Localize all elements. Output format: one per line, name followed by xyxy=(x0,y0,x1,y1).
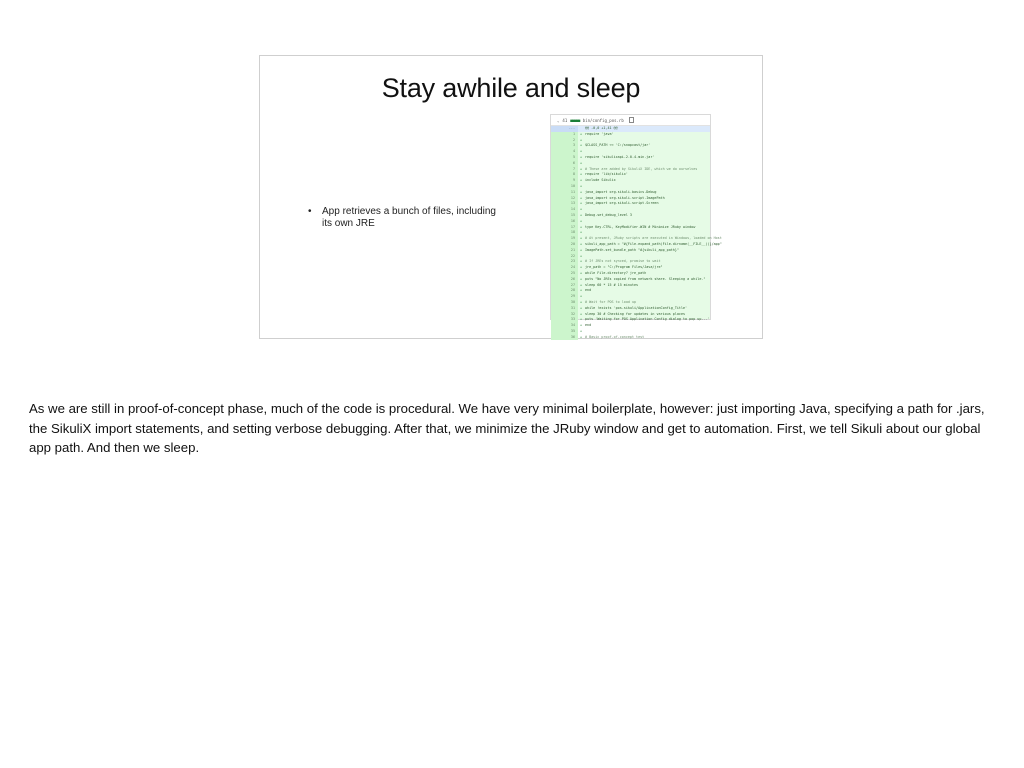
code-text: # Wait for POS to load up xyxy=(585,299,637,304)
added-sign: + xyxy=(580,172,583,177)
chevron-down-icon: ⌄ xyxy=(557,117,560,123)
line-number: 22 xyxy=(551,254,578,260)
added-sign: + xyxy=(580,131,583,136)
code-text: # These are added by SikuliX IDE, which we do ourselves xyxy=(585,166,698,171)
added-sign: + xyxy=(580,143,583,148)
diffstat-bars: ■■■■■ xyxy=(570,117,580,123)
code-diff-screenshot xyxy=(550,114,722,339)
line-number: 20 xyxy=(551,242,578,248)
line-number: 5 xyxy=(551,155,578,161)
code-text: java_import org.sikuli.script.Screen xyxy=(585,201,659,206)
line-number: 16 xyxy=(551,219,578,225)
added-sign: + xyxy=(580,189,583,194)
code-text: java_import org.sikuli.script.ImagePath xyxy=(585,195,665,200)
added-sign: + xyxy=(580,224,583,229)
added-sign: + xyxy=(580,178,583,183)
line-number: 35 xyxy=(551,329,578,335)
line-number: 27 xyxy=(551,283,578,289)
code-text: # If JREs not synced, promise to wait xyxy=(585,259,661,264)
added-sign: + xyxy=(580,236,583,241)
line-number: 21 xyxy=(551,248,578,254)
line-number: 18 xyxy=(551,230,578,236)
added-sign: + xyxy=(580,207,583,212)
line-number: 28 xyxy=(551,288,578,294)
added-sign: + xyxy=(580,253,583,258)
code-text: # Basic proof-of-concept test xyxy=(585,334,645,339)
speaker-notes: As we are still in proof-of-concept phase, much of the code is procedural. We have very minimal boilerplate, however: just importing Java, specifying a path for .jars, the SikuliX import statements, and setting verbose debugging. After that, we minimize the JRuby window and get to automation. First, we tell Sikuli about our global app path. And then we sleep. xyxy=(29,401,985,455)
added-sign: + xyxy=(580,230,583,235)
added-sign: + xyxy=(580,265,583,270)
added-sign: + xyxy=(580,299,583,304)
line-number: 36 xyxy=(551,335,578,341)
code-text: while File.directory? jre_path xyxy=(585,270,647,275)
code-text: sleep 60 * 15 # 15 minutes xyxy=(585,282,639,287)
hunk-text: @@ -0,0 +1,41 @@ xyxy=(585,126,618,130)
line-number: 13 xyxy=(551,201,578,207)
line-number: 10 xyxy=(551,184,578,190)
added-sign: + xyxy=(580,311,583,316)
added-sign: + xyxy=(580,201,583,206)
line-number: 15 xyxy=(551,213,578,219)
added-sign: + xyxy=(580,328,583,333)
line-number: 14 xyxy=(551,207,578,213)
code-text: end xyxy=(585,288,592,293)
code-text: $CLASS_PATH << 'C:/snapcast/jar' xyxy=(585,143,651,148)
diff-line-count: 41 xyxy=(562,117,568,123)
added-sign: + xyxy=(580,247,583,252)
added-sign: + xyxy=(580,276,583,281)
slide-card xyxy=(259,55,763,339)
code-text: require 'sikulixapi-2.0.4-min.jar' xyxy=(585,154,655,159)
line-number: 30 xyxy=(551,300,578,306)
added-sign: + xyxy=(580,282,583,287)
added-sign: + xyxy=(580,212,583,217)
code-text: # At present, JRuby scripts are executed in Windows, loaded on Host xyxy=(585,236,722,241)
line-number: 4 xyxy=(551,149,578,155)
added-sign: + xyxy=(580,288,583,293)
added-sign: + xyxy=(580,305,583,310)
diff-code-line xyxy=(551,335,710,341)
line-number: 29 xyxy=(551,294,578,300)
bullet-dot: • xyxy=(308,206,312,217)
code-text: sleep 30 # Checking for updates in various places xyxy=(585,311,686,316)
code-text: puts "No JREs copied from network share. Sleeping a while." xyxy=(585,276,706,281)
added-sign: + xyxy=(580,259,583,264)
bullet-list xyxy=(308,206,508,229)
code-text: java_import org.sikuli.basics.Debug xyxy=(585,189,657,194)
copy-icon xyxy=(629,117,634,123)
line-number: 8 xyxy=(551,172,578,178)
added-sign: + xyxy=(580,270,583,275)
added-sign: + xyxy=(580,317,583,322)
added-sign: + xyxy=(580,334,583,339)
line-number: 34 xyxy=(551,323,578,329)
line-number: 7 xyxy=(551,167,578,173)
code-text: end xyxy=(585,323,592,328)
bullet-item xyxy=(308,206,508,229)
line-number: 17 xyxy=(551,225,578,231)
added-sign: + xyxy=(580,137,583,142)
line-number: 2 xyxy=(551,138,578,144)
code-text: type Key.CTRL, KeyModifier.WIN # Minimize JRuby window xyxy=(585,224,696,229)
line-number: 6 xyxy=(551,161,578,167)
code-text: puts 'Waiting for POS Application Config dialog to pop up...' xyxy=(585,317,710,322)
added-sign: + xyxy=(580,154,583,159)
line-number: 3 xyxy=(551,143,578,149)
added-sign: + xyxy=(580,323,583,328)
diff-code-body xyxy=(551,126,722,340)
code-text: Debug.set_debug_level 3 xyxy=(585,212,632,217)
line-number: 19 xyxy=(551,236,578,242)
added-sign: + xyxy=(580,195,583,200)
line-number: 9 xyxy=(551,178,578,184)
added-sign: + xyxy=(580,149,583,154)
added-sign: + xyxy=(580,294,583,299)
line-number: 1 xyxy=(551,132,578,138)
code-text: require 'java' xyxy=(585,131,614,136)
line-number: 25 xyxy=(551,271,578,277)
line-number: 12 xyxy=(551,196,578,202)
added-sign: + xyxy=(580,218,583,223)
line-number: 11 xyxy=(551,190,578,196)
code-text: sikuli_app_path = "#{File.expand_path(File.dirname(__FILE__))}/app" xyxy=(585,241,722,246)
line-number: 24 xyxy=(551,265,578,271)
line-number: 32 xyxy=(551,312,578,318)
diff-file-path: bin/config_pos.rb xyxy=(582,117,624,123)
added-sign: + xyxy=(580,160,583,165)
diff-file-header xyxy=(551,115,710,126)
code-text: while !exists 'pos-sikuli/ApplicationConfig_Title' xyxy=(585,305,688,310)
added-sign: + xyxy=(580,166,583,171)
added-sign: + xyxy=(580,183,583,188)
code-text: include Sikulix xyxy=(585,178,616,183)
line-number: 23 xyxy=(551,259,578,265)
added-sign: + xyxy=(580,241,583,246)
slide-title: Stay awhile and sleep xyxy=(381,73,641,103)
code-text: jre_path = "C:/Program Files/Java/jre" xyxy=(585,265,663,270)
line-number: 33 xyxy=(551,317,578,323)
line-number: 26 xyxy=(551,277,578,283)
bullet-text: App retrieves a bunch of files, including its own JRE xyxy=(322,206,496,229)
code-text: ImagePath.set_bundle_path "#{sikuli_app_path}" xyxy=(585,247,679,252)
line-number: 31 xyxy=(551,306,578,312)
code-text: require 'lib/sikulix' xyxy=(585,172,628,177)
hunk-marker: ... xyxy=(551,126,578,132)
